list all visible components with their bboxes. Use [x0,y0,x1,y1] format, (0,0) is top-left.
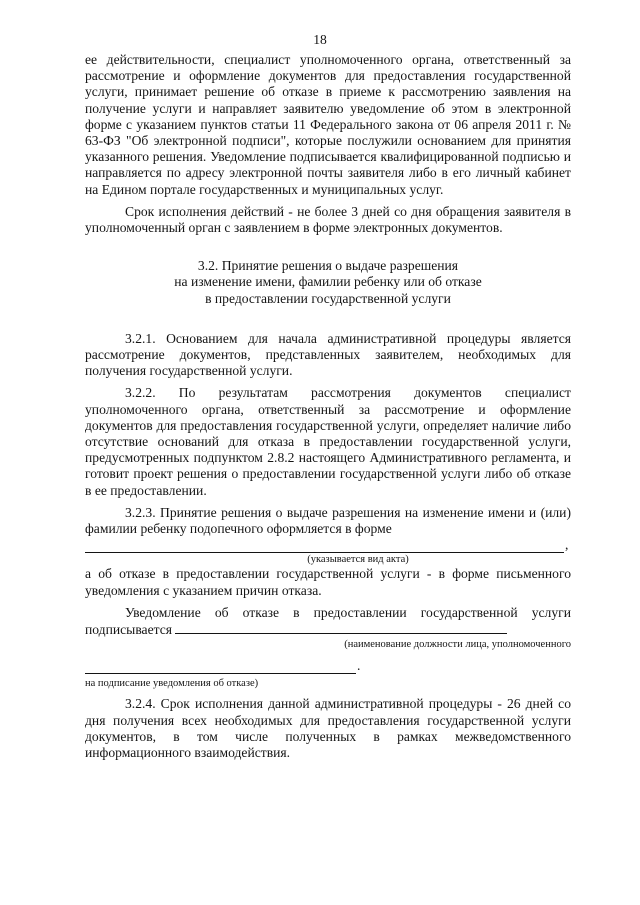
section-heading-line-2: на изменение имени, фамилии ребенку или об отказе [174,274,482,290]
act-type-fill-comma: , [565,537,569,553]
signer-position-fill-line [175,621,507,634]
caption-signer-position: (наименование должности лица, уполномоченного [344,639,571,651]
section-heading-line-3: в предоставлении государственной услуги [205,290,451,306]
caption-act-type: (указывается вид акта) [307,554,409,566]
paragraph-deadline: Срок исполнения действий - не более 3 дней со дня обращения заявителя в уполномоченный орган с заявлением в форме электронных документов. [85,203,571,236]
signer-fill-line [85,659,356,674]
paragraph-3-2-2: 3.2.2. По результатам рассмотрения документов специалист уполномоченного органа, ответственный за рассмотрение и оформление документов для предоставления государственной услуги, определяет наличие либо отсутствие оснований для отказа в предоставлении государственной услуги, предусмотренных подпунктом 2.8.2 настоящего Административного регламента, и готовит проект решения о предоставлении государственной услуги либо об отказе в ее предоставлении. [85,385,571,498]
paragraph-refusal: а об отказе в предоставлении государственной услуги - в форме письменного уведомления с указанием причин отказа. [85,566,571,598]
signer-fill-row [85,651,363,674]
paragraph-3-2-1: 3.2.1. Основанием для начала административной процедуры является рассмотрение документов, представленных заявителем, необходимых для получения государственной услуги. [85,330,571,379]
paragraph-3-2-4: 3.2.4. Срок исполнения данной административной процедуры - 26 дней со дня получения всех необходимых для предоставления государственной услуги документов, в том числе полученных в рамках межведомственного информационного взаимодействия. [85,696,571,760]
act-type-fill-line [85,539,564,553]
act-type-fill-row [85,537,571,553]
paragraph-continuation: ее действительности, специалист уполномоченного органа, ответственный за рассмотрение и оформление документов для предоставления государственной услуги, принимает решение об отказе в приеме к рассмотрению заявления на получение услуги и направляет заявителю уведомление об этом в электронной форме с указанием пунктов статьи 11 Федерального закона от 06 апреля 2011 г. № 63-ФЗ "Об электронной подписи", которые послужили основанием для принятия указанного решения. Уведомление подписывается квалифицированной подписью и направляется по адресу электронной почты заявителя либо в его личный кабинет на Едином портале государственных и муниципальных услуг. [85,52,571,197]
signer-fill-period: . [357,658,361,674]
section-heading-line-1: 3.2. Принятие решения о выдаче разрешения [197,258,459,274]
document-body [85,52,571,761]
notice-text: Уведомление об отказе в предоставлении государственной услуги подписывается [85,604,571,638]
page-number: 18 [313,32,327,47]
section-heading [85,258,571,307]
caption-signing-authority: на подписание уведомления об отказе) [85,678,259,690]
paragraph-3-2-3: 3.2.3. Принятие решения о выдаче разрешения на изменение имени и (или) фамилии ребенку подопечного оформляется в форме [85,504,571,537]
paragraph-notice [85,605,571,638]
